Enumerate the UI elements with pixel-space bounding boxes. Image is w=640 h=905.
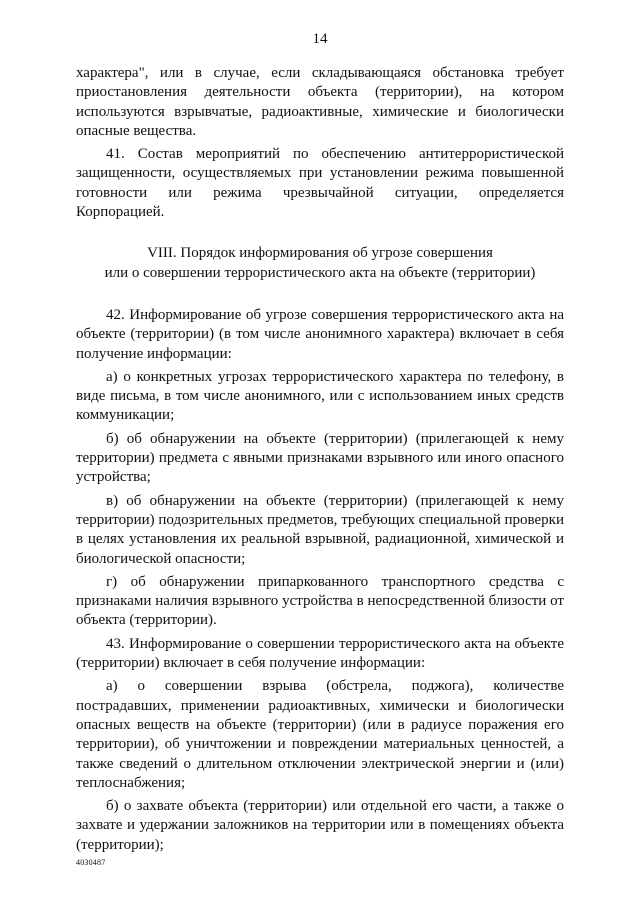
paragraph-continuation: характера", или в случае, если складывающаяся обстановка требует приостановления деятельности объекта (территории), на котором используются взрывчатые, радиоактивные, химические и биологически опасные вещества. [76, 65, 564, 139]
paragraph-43: 43. Информирование о совершении террористического акта на объекте (территории) включает в себя получение информации: [76, 635, 564, 672]
paragraph-42-a: а) о конкретных угрозах террористического характера по телефону, в виде письма, в том числе анонимного, или с использованием иных средств коммуникации; [76, 368, 564, 424]
paragraph-42: 42. Информирование об угрозе совершения террористического акта на объекте (территории) (в том числе анонимного характера) включает в себя получение информации: [76, 306, 564, 362]
paragraph-42-b: б) об обнаружении на объекте (территории) (прилегающей к нему территории) предмета с явными признаками взрывного или иного опасного устройства; [76, 430, 564, 486]
paragraph-42-g: г) об обнаружении припаркованного транспортного средства с признаками наличия взрывного устройства в непосредственной близости от объекта (территории). [76, 573, 564, 629]
paragraph-43-b: б) о захвате объекта (территории) или отдельной его части, а также о захвате и удержании заложников на территории или в помещениях объекта (территории); [76, 798, 564, 853]
section-heading-line-1: VIII. Порядок информирования об угрозе совершения [147, 245, 493, 262]
section-heading [76, 244, 564, 283]
document-body [76, 64, 564, 859]
document-code: 4030487 [76, 858, 106, 867]
section-heading-line-2: или о совершении террористического акта на объекте (территории) [104, 264, 536, 281]
paragraph-43-a: а) о совершении взрыва (обстрела, поджога), количестве пострадавших, применении радиоактивных, химически и биологически опасных веществ на объекте (территории) (или в радиусе поражения его территории), об уничтожении и повреждении материальных ценностей, а также сведений о длительном отключении электрической энергии и (или) теплоснабжения; [76, 678, 564, 791]
page-number: 14 [312, 31, 328, 47]
paragraph-42-v: в) об обнаружении на объекте (территории) (прилегающей к нему территории) подозрительных предметов, требующих специальной проверки в целях установления их реальной взрывной, радиационной, химической и биологической опасности; [76, 492, 564, 567]
paragraph-41: 41. Состав мероприятий по обеспечению антитеррористической защищенности, осуществляемых при установлении режима повышенной готовности или режима чрезвычайной ситуации, определяется Корпорацией. [76, 146, 564, 221]
